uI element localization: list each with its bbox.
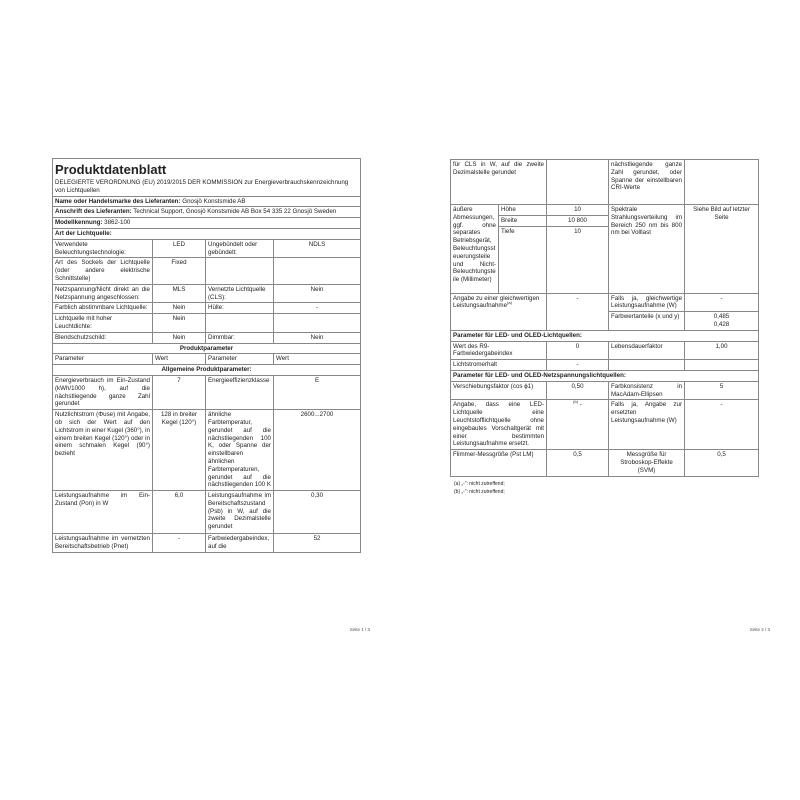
cls-continued-label: für CLS in W, auf die zweite Dezimalstelle gerundet	[451, 160, 547, 205]
spectral-label: Spektrale Strahlungsverteilung im Bereich 250 nm bis 800 nm bei Volllast	[609, 205, 685, 294]
chromaticity-x: 0,485	[713, 313, 730, 321]
width-value: 10 800	[547, 215, 609, 226]
footnote-b: (b) „-“: nicht zutreffend;	[454, 488, 505, 495]
pnet-value: -	[153, 534, 206, 553]
tech-label: Verwendete Beleuchtungstechnologie:	[53, 239, 153, 258]
dimmable-value: Nein	[274, 332, 361, 343]
power-factor-value: 0,50	[547, 381, 609, 400]
maintenance-value: -	[547, 360, 609, 371]
efficiency-class-label: Energieeffizienzklasse	[206, 375, 274, 409]
tech-value: LED	[153, 239, 206, 258]
col-header-param-1: Parameter	[53, 354, 153, 365]
flicker-value: 0,5	[547, 450, 609, 476]
height-label: Höhe	[499, 205, 547, 216]
footnote-ref-b: (b)	[573, 399, 579, 405]
led-params-heading: Parameter für LED- und OLED-Lichtquellen:	[451, 330, 759, 341]
supplier-name-value: Gnosjö Konstsmide AB	[182, 197, 246, 205]
lifetime-value: 1,00	[685, 341, 759, 360]
regulation-text: DELEGIERTE VERORDNUNG (EU) 2019/2015 DER KOMMISSION zur Energieverbrauchskennzeichnung von Lichtquellen	[53, 178, 361, 196]
svm-label: Messgröße für Stroboskop-Effekte (SVM)	[609, 450, 685, 476]
colour-tunable-label: Farblich abstimmbare Lichtquelle:	[53, 303, 153, 314]
macadam-label: Farbkonsistenz in MacAdam-Ellipsen	[609, 381, 685, 400]
maintenance-label: Lichtstromerhalt	[451, 360, 547, 371]
datasheet-table-2	[450, 159, 759, 477]
dimmable-label: Dimmbar:	[206, 332, 274, 343]
chromaticity-y: 0,428	[713, 320, 730, 328]
pon-value: 6,0	[153, 491, 206, 534]
flux-label: Nutzlichtstrom (Φuse) mit Angabe, ob sich der Wert auf den Lichtstrom in einer Kugel (360°), in einem breiten Kegel (120°) oder in einem schmalen Kegel (90°) bezieht	[53, 410, 153, 491]
footnote-ref-a: (a)	[507, 300, 512, 306]
datasheet-table-1	[52, 158, 361, 553]
replacement-value: -	[579, 401, 582, 409]
replacement-power-label: Falls ja, Angabe zur ersetzten Leistungsaufnahme (W)	[609, 400, 685, 450]
page-number: Seite 1 / 3	[349, 627, 370, 632]
psb-label: Leistungsaufnahme im Bereitschaftszustand (Psb) in W, auf die zweite Dezimalstelle gerundet	[206, 491, 274, 534]
psb-value: 0,30	[274, 491, 361, 534]
height-value: 10	[547, 205, 609, 216]
footnotes	[454, 480, 774, 496]
dimensions-label: äußere Abmessungen, ggf. ohne separates Betriebsgerät, Beleuchtungssteuerungsteile und Nicht-Beleuchtungsteile (Millimeter)	[451, 205, 499, 294]
supplier-address-value: Technical Support, Gnosjö Konstsmide AB Box 54 335 22 Gnosjö Sweden	[133, 208, 337, 216]
spectral-value: Siehe Bild auf letzter Seite	[685, 205, 759, 294]
supplier-name-label: Name oder Handelsmarke des Lieferanten:	[55, 197, 181, 205]
cct-value: 2600...2700	[274, 410, 361, 491]
power-factor-label: Verschiebungsfaktor (cos ϕ1)	[451, 381, 547, 400]
model-value: 3862-100	[104, 219, 131, 227]
equivalent-power-row	[451, 293, 547, 330]
r9-label: Wert des R9-Farbwiedergabeindex	[451, 341, 547, 360]
pon-label: Leistungsaufnahme im Ein-Zustand (Pon) in W	[53, 491, 153, 534]
envelope-label: Hülle:	[206, 303, 274, 314]
supplier-address-label: Anschrift des Lieferanten:	[55, 208, 132, 216]
col-header-param-2: Parameter	[206, 354, 274, 365]
col-header-value-2: Wert	[274, 354, 361, 365]
light-source-type-heading: Art der Lichtquelle:	[53, 228, 361, 239]
high-luminance-label: Lichtquelle mit hoher Leuchtdichte:	[53, 314, 153, 333]
col-header-value-1: Wert	[153, 354, 206, 365]
r9-value: 0	[547, 341, 609, 360]
socket-value: Fixed	[153, 258, 206, 284]
page-title: Produktdatenblatt	[53, 159, 361, 179]
page-number: Seite 2 / 3	[749, 627, 770, 632]
equivalent-value: -	[547, 293, 609, 330]
energy-label: Energieverbrauch im Ein-Zustand (kWh/1000 h), auf die nächstliegende ganze Zahl gerundet	[53, 375, 153, 409]
equivalent-label: Angabe zu einer gleichwertigen Leistungsaufnahme	[453, 294, 540, 310]
equivalent-power-label: Falls ja, gleichwertige Leistungsaufnahme (W)	[609, 293, 685, 312]
cri-continued: nächstliegende ganze Zahl gerundet, oder Spanne der einstellbaren CRI-Werte	[609, 160, 685, 205]
depth-label: Tiefe	[499, 226, 547, 293]
model-row	[53, 218, 361, 229]
chromaticity-label: Farbwertanteile (x und y)	[609, 312, 685, 331]
supplier-name-row	[53, 196, 361, 207]
envelope-value: -	[274, 303, 361, 314]
chromaticity-values	[685, 312, 759, 331]
svm-value: 0,5	[685, 450, 759, 476]
mains-value: MLS	[153, 284, 206, 303]
energy-value: 7	[153, 375, 206, 409]
glare-label: Blendschutzschild:	[53, 332, 153, 343]
colour-tunable-value: Nein	[153, 303, 206, 314]
unbundled-value: NDLS	[274, 239, 361, 258]
cls-label: Vernetzte Lichtquelle (CLS):	[206, 284, 274, 303]
replacement-label: Angabe, dass eine LED-Lichtquelle eine Leuchtstofflichtquelle ohne eingebautes Vorschaltgerät mit einer bestimmten Leistungsaufnahme ersetzt.	[451, 400, 547, 450]
lifetime-label: Lebensdauerfaktor	[609, 341, 685, 360]
cls-value: Nein	[274, 284, 361, 303]
equivalent-power-value: -	[685, 293, 759, 312]
mains-params-heading: Parameter für LED- und OLED-Netzspannungslichtquellen:	[451, 370, 759, 381]
replacement-power-value: -	[685, 400, 759, 450]
cri-value: 52	[274, 534, 361, 553]
width-label: Breite	[499, 215, 547, 226]
mains-label: Netzspannung/Nicht direkt an die Netzspannung angeschlossen:	[53, 284, 153, 303]
cct-label: ähnliche Farbtemperatur, gerundet auf die nächstliegenden 100 K, oder Spanne der einstellbaren ähnlichen Farbtemperaturen, gerundet auf die nächstliegenden 100 K	[206, 410, 274, 491]
high-luminance-value: Nein	[153, 314, 206, 333]
depth-value: 10	[547, 226, 609, 293]
socket-label: Art des Sockels der Lichtquelle (oder andere elektrische Schnittstelle)	[53, 258, 153, 284]
datasheet-page-2	[446, 150, 774, 640]
pnet-label: Leistungsaufnahme im vernetzten Bereitschaftsbetrieb (Pnet)	[53, 534, 153, 553]
efficiency-class-value: E	[274, 375, 361, 409]
cri-label: Farbwiedergabeindex, auf die	[206, 534, 274, 553]
datasheet-page-1	[46, 150, 374, 640]
replacement-value-cell	[547, 400, 609, 450]
supplier-address-row	[53, 207, 361, 218]
model-label: Modellkennung:	[55, 219, 103, 227]
glare-value: Nein	[153, 332, 206, 343]
flux-value: 128 in breiter Kegel (120°)	[153, 410, 206, 491]
flicker-label: Flimmer-Messgröße (Pst LM)	[451, 450, 547, 476]
macadam-value: 5	[685, 381, 759, 400]
general-params-heading: Allgemeine Produktparameter:	[53, 365, 361, 376]
footnote-a: (a) „-“: nicht zutreffend;	[454, 480, 505, 487]
unbundled-label: Ungebündelt oder gebündelt:	[206, 239, 274, 258]
product-params-heading: Produktparameter	[53, 343, 361, 354]
